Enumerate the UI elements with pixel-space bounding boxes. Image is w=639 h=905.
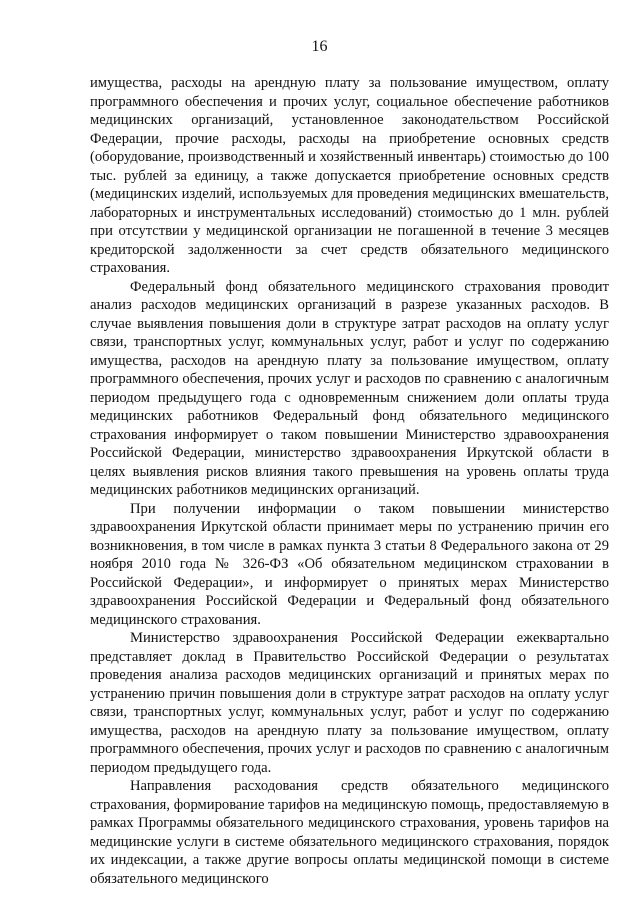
paragraph: Федеральный фонд обязательного медицинского страхования проводит анализ расходов медицинских организаций в разрезе указанных расходов. В случае выявления повышения доли в структуре затрат расходов на оплату услуг связи, транспортных услуг, коммунальных услуг, работ и услуг по содержанию имущества, расходов на арендную плату за пользование имуществом, оплату программного обеспечения, прочих услуг и расходов по сравнению с аналогичным периодом предыдущего года с одновременным снижением доли оплаты труда медицинских работников Федеральный фонд обязательного медицинского страхования информирует о таком повышении Министерство здравоохранения Российской Федерации, министерство здравоохранения Иркутской области в целях выявления рисков влияния такого превышения на уровень оплаты труда медицинских работников медицинских организаций. <box>90 278 609 498</box>
paragraph: При получении информации о таком повышении министерство здравоохранения Иркутской области принимает меры по устранению причин его возникновения, в том числе в рамках пункта 3 статьи 8 Федерального закона от 29 ноября 2010 года № 326-ФЗ «Об обязательном медицинском страховании в Российской Федерации», и информирует о принятых мерах Министерство здравоохранения Российской Федерации и Федеральный фонд обязательного медицинского страхования. <box>90 500 609 628</box>
page-number: 16 <box>311 38 328 55</box>
body-text <box>90 74 609 888</box>
paragraph: имущества, расходы на арендную плату за пользование имуществом, оплату программного обеспечения и прочих услуг, социальное обеспечение работников медицинских организаций, установленное законодательством Российской Федерации, прочие расходы, расходы на приобретение основных средств (оборудование, производственный и хозяйственный инвентарь) стоимостью до 100 тыс. рублей за единицу, а также допускается приобретение основных средств (медицинских изделий, используемых для проведения медицинских вмешательств, лабораторных и инструментальных исследований) стоимостью до 1 млн. рублей при отсутствии у медицинской организации не погашенной в течение 3 месяцев кредиторской задолженности за счет средств обязательного медицинского страхования. <box>90 75 609 276</box>
paragraph: Министерство здравоохранения Российской Федерации ежеквартально представляет доклад в Правительство Российской Федерации о результатах проведения анализа расходов медицинских организаций и принятых мерах по устранению причин повышения доли в структуре затрат расходов на оплату услуг связи, транспортных услуг, коммунальных услуг, работ и услуг по содержанию имущества, расходов на арендную плату за пользование имуществом, оплату программного обеспечения, прочих услуг и расходов по сравнению с аналогичным периодом предыдущего года. <box>90 630 609 776</box>
paragraph: Направления расходования средств обязательного медицинского страхования, формирование тарифов на медицинскую помощь, предоставляемую в рамках Программы обязательного медицинского страхования, уровень тарифов на медицинские услуги в системе обязательного медицинского страхования, порядок их индексации, а также другие вопросы оплаты медицинской помощи в системе обязательного медицинского <box>90 778 609 887</box>
